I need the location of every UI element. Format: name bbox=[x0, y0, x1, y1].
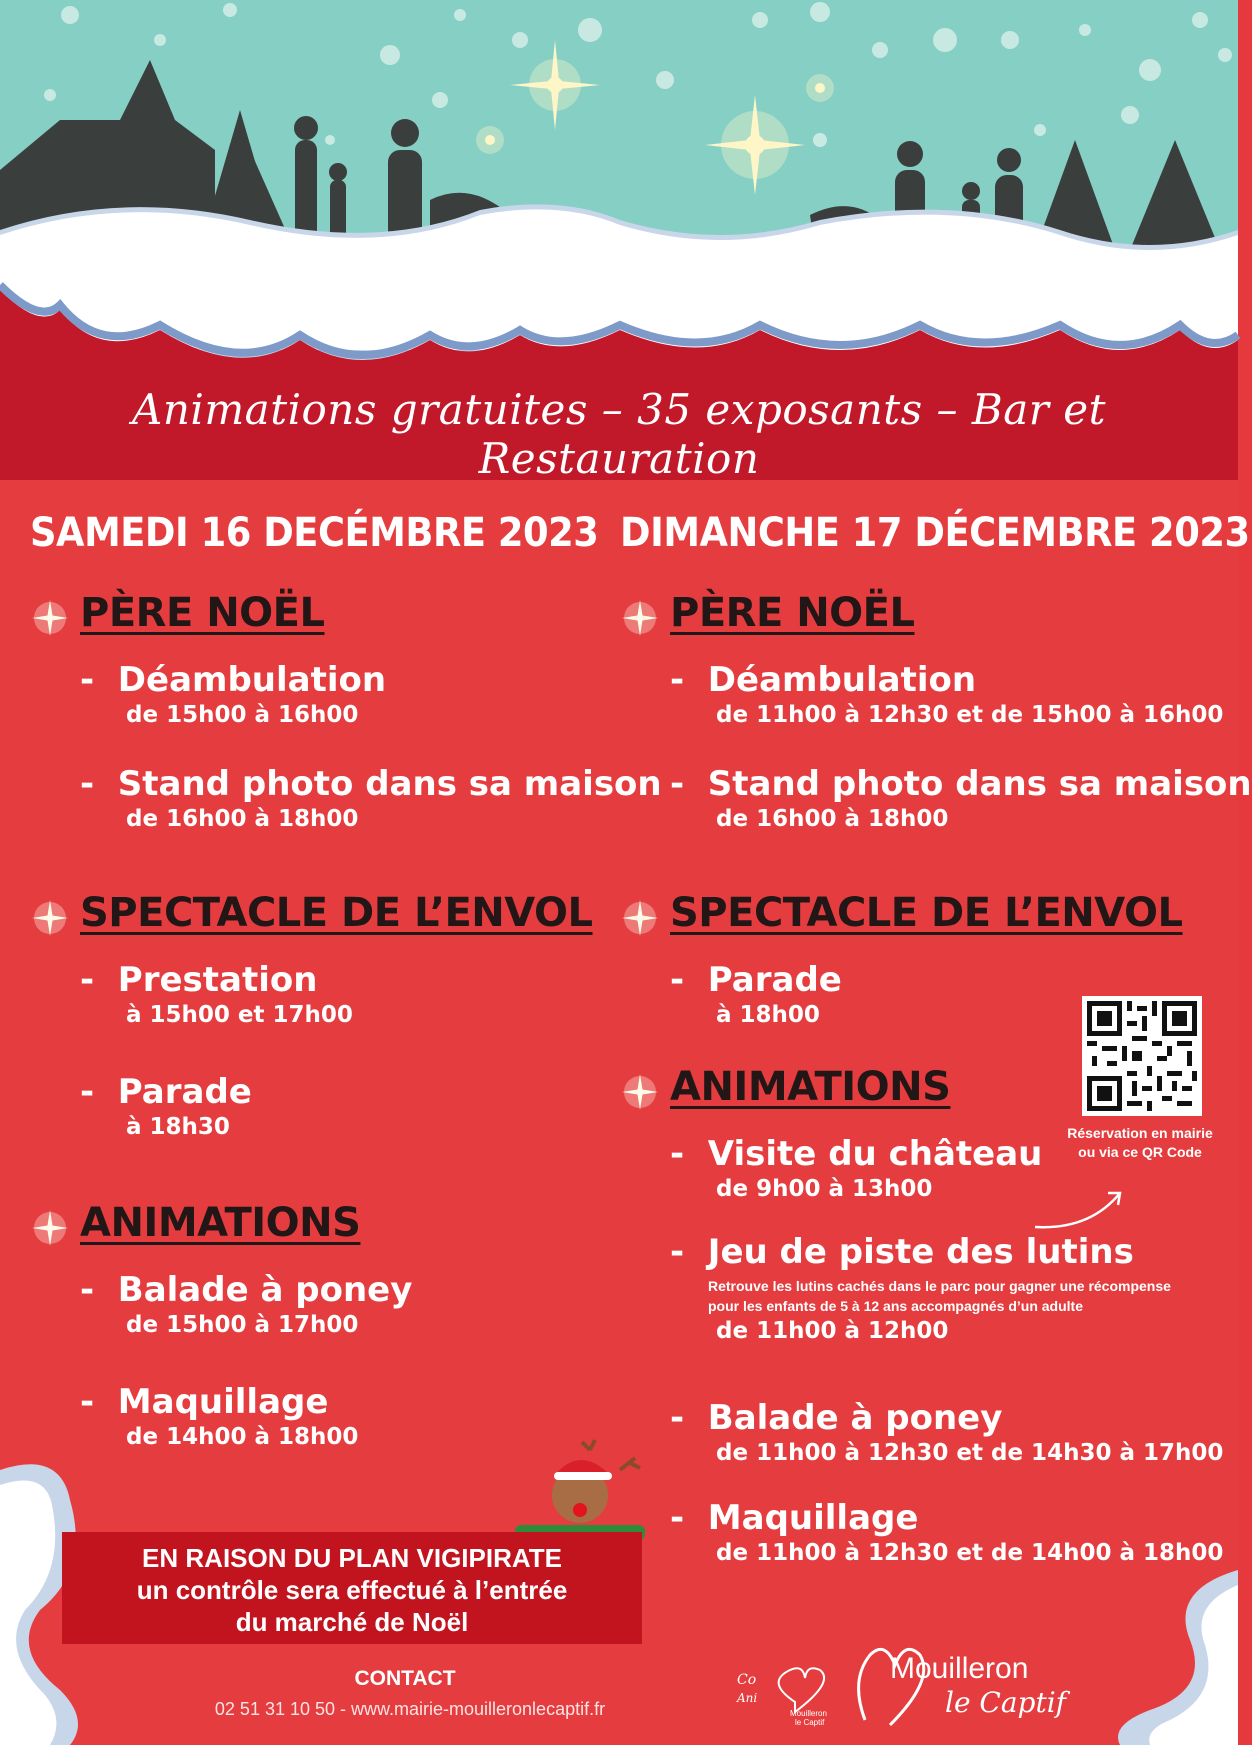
item-time: à 18h30 bbox=[126, 1114, 230, 1140]
item-note: Retrouve les lutins cachés dans le parc pour gagner une récompense bbox=[708, 1278, 1171, 1294]
schedule-item bbox=[670, 764, 1252, 832]
item-label: - Maquillage bbox=[80, 1382, 328, 1422]
sparkle-star-icon bbox=[620, 898, 660, 938]
section-title: ANIMATIONS bbox=[80, 1200, 361, 1246]
vigipirate-notice bbox=[62, 1532, 642, 1644]
schedule-item bbox=[80, 764, 662, 832]
qr-caption-line: ou via ce QR Code bbox=[1078, 1144, 1202, 1160]
schedule-item bbox=[80, 1270, 412, 1338]
vigipirate-line: du marché de Noël bbox=[235, 1607, 469, 1637]
item-time: à 18h00 bbox=[716, 1002, 820, 1028]
snow-swirl-decoration bbox=[1090, 1570, 1238, 1745]
schedule-item bbox=[670, 960, 842, 1028]
logo-text: Ani bbox=[737, 1691, 758, 1705]
logo-text: Mouilleron bbox=[890, 1652, 1029, 1685]
section-title: PÈRE NOËL bbox=[80, 590, 325, 636]
schedule-item bbox=[80, 1072, 252, 1140]
item-label: - Visite du château bbox=[670, 1134, 1042, 1174]
sunday-title: DIMANCHE 17 DÉCEMBRE 2023 bbox=[620, 510, 1250, 556]
item-time: de 11h00 à 12h30 et de 15h00 à 16h00 bbox=[716, 702, 1224, 728]
logo-text: le Captif bbox=[795, 1718, 825, 1727]
schedule-item bbox=[80, 960, 353, 1028]
logo-text: le Captif bbox=[945, 1686, 1067, 1719]
item-time: de 11h00 à 12h30 et de 14h30 à 17h00 bbox=[716, 1440, 1224, 1466]
sparkle-star-icon bbox=[620, 598, 660, 638]
item-label: - Déambulation bbox=[670, 660, 976, 700]
section-title: SPECTACLE DE L’ENVOL bbox=[80, 890, 593, 936]
mouilleron-le-captif-logo bbox=[850, 1640, 1067, 1730]
item-label: - Déambulation bbox=[80, 660, 386, 700]
tagline: Animations gratuites – 35 exposants – Bar et Restauration bbox=[132, 385, 1106, 483]
qr-code[interactable] bbox=[1082, 996, 1202, 1116]
item-label: - Prestation bbox=[80, 960, 317, 1000]
schedule-item bbox=[80, 1382, 358, 1450]
qr-caption-line: Réservation en mairie bbox=[1067, 1125, 1213, 1141]
item-label: - Balade à poney bbox=[670, 1398, 1002, 1438]
logo-text: Co bbox=[737, 1672, 757, 1688]
item-time: de 11h00 à 12h30 et de 14h00 à 18h00 bbox=[716, 1540, 1224, 1566]
schedule-item bbox=[670, 1398, 1223, 1466]
sparkle-star-icon bbox=[30, 1208, 70, 1248]
item-time: de 11h00 à 12h00 bbox=[716, 1318, 949, 1344]
schedule-item bbox=[670, 1134, 1042, 1202]
item-time: de 14h00 à 18h00 bbox=[126, 1424, 359, 1450]
item-label: - Stand photo dans sa maison bbox=[80, 764, 662, 804]
item-label: - Parade bbox=[670, 960, 842, 1000]
logo-text: Mouilleron bbox=[790, 1709, 827, 1718]
vigipirate-line: EN RAISON DU PLAN VIGIPIRATE bbox=[142, 1543, 562, 1573]
sparkle-star-icon bbox=[620, 1072, 660, 1112]
saturday-title: SAMEDI 16 DECÉMBRE 2023 bbox=[30, 510, 599, 556]
schedule-item bbox=[670, 660, 1223, 728]
reindeer-illustration bbox=[510, 1440, 650, 1540]
schedule-item bbox=[670, 1232, 1171, 1344]
arrow-icon bbox=[1030, 1185, 1130, 1235]
qr-caption bbox=[1050, 1124, 1230, 1162]
item-time: de 16h00 à 18h00 bbox=[716, 806, 949, 832]
item-label: - Jeu de piste des lutins bbox=[670, 1232, 1134, 1272]
item-label: - Parade bbox=[80, 1072, 252, 1112]
star-lights bbox=[476, 40, 834, 195]
section-title: SPECTACLE DE L’ENVOL bbox=[670, 890, 1183, 936]
item-time: à 15h00 et 17h00 bbox=[126, 1002, 353, 1028]
contact-details[interactable]: 02 51 31 10 50 - www.mairie-mouilleronlecaptif.fr bbox=[214, 1699, 606, 1719]
item-label: - Stand photo dans sa maison bbox=[670, 764, 1252, 804]
item-time: de 9h00 à 13h00 bbox=[716, 1176, 933, 1202]
snowflakes-decoration bbox=[44, 2, 1232, 147]
schedule-item bbox=[80, 660, 386, 728]
contact-title: CONTACT bbox=[354, 1667, 456, 1690]
item-time: de 15h00 à 16h00 bbox=[126, 702, 359, 728]
section-title: PÈRE NOËL bbox=[670, 590, 915, 636]
item-label: - Maquillage bbox=[670, 1498, 918, 1538]
saturday-column bbox=[30, 510, 662, 1450]
vigipirate-line: un contrôle sera effectué à l’entrée bbox=[136, 1575, 568, 1605]
sparkle-star-icon bbox=[30, 598, 70, 638]
item-note: pour les enfants de 5 à 12 ans accompagnés d’un adulte bbox=[708, 1298, 1083, 1314]
schedule-item bbox=[670, 1498, 1223, 1566]
item-time: de 16h00 à 18h00 bbox=[126, 806, 359, 832]
item-time: de 15h00 à 17h00 bbox=[126, 1312, 359, 1338]
section-title: ANIMATIONS bbox=[670, 1064, 951, 1110]
comite-animation-logo bbox=[735, 1652, 830, 1727]
sparkle-star-icon bbox=[30, 898, 70, 938]
item-label: - Balade à poney bbox=[80, 1270, 412, 1310]
